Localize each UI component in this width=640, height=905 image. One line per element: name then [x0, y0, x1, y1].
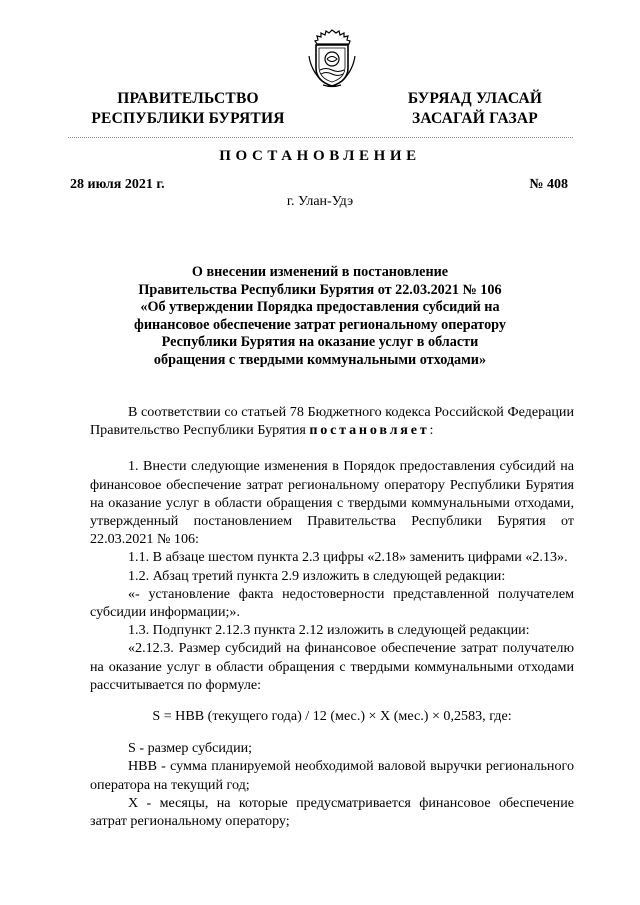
- government-name-line2: РЕСПУБЛИКИ БУРЯТИЯ: [91, 110, 285, 127]
- subject-line: Правительства Республики Бурятия от 22.03.2021 № 106: [138, 281, 502, 298]
- definition-paragraph: Х - месяцы, на которые предусматривается финансовое обеспечение затрат региональному оператору;: [90, 794, 574, 830]
- document-subject: [100, 264, 540, 369]
- body-paragraph: 1.1. В абзаце шестом пункта 2.3 цифры «2.18» заменить цифрами «2.13».: [128, 549, 568, 566]
- header-divider: [68, 137, 573, 138]
- subject-line: обращения с твердыми коммунальными отходами»: [153, 351, 487, 368]
- subject-line: Республики Бурятия на оказание услуг в области: [161, 334, 479, 350]
- government-name-buryat-line2: ЗАСАГАЙ ГАЗАР: [412, 110, 538, 127]
- government-name-line1: ПРАВИТЕЛЬСТВО: [117, 90, 259, 107]
- subject-line: финансовое обеспечение затрат региональному оператору: [134, 316, 506, 333]
- definition-paragraph: НВВ - сумма планируемой необходимой валовой выручки регионального оператора на текущий год;: [90, 758, 574, 793]
- government-name-russian: [88, 89, 288, 129]
- subject-line: О внесении изменений в постановление: [191, 264, 449, 280]
- document-body: [90, 403, 574, 830]
- government-name-buryat: [380, 89, 570, 129]
- body-paragraph: 1. Внести следующие изменения в Порядок предоставления субсидий на финансовое обеспечение затрат региональному оператору Республики Бурятия на оказание услуг в области обращения с твердыми коммунальными отходами, утвержденный постановлением Правительства Республики Бурятия от 22.03.2021 № 106:: [90, 458, 574, 548]
- intro-end: :: [429, 422, 434, 439]
- intro-text: В соответствии со статьей 78 Бюджетного кодекса Российской Федерации Правительство Республики Бурятия: [90, 404, 574, 439]
- body-paragraph: 1.3. Подпункт 2.12.3 пункта 2.12 изложить в следующей редакции:: [128, 622, 530, 639]
- subject-line: «Об утверждении Порядка предоставления субсидий на: [140, 299, 500, 315]
- intro-paragraph: [90, 403, 574, 439]
- document-number: № 408: [529, 177, 568, 192]
- document-type-title: ПОСТАНОВЛЕНИЕ: [219, 148, 421, 164]
- document-city: г. Улан-Удэ: [286, 194, 354, 209]
- body-paragraph: «- установление факта недостоверности представленной получателем субсидии информации;».: [90, 585, 574, 621]
- resolution-verb: постановляет: [309, 422, 430, 439]
- coat-of-arms-icon: [299, 26, 365, 88]
- definition-paragraph: S - размер субсидии;: [128, 740, 253, 757]
- subsidy-formula: S = НВВ (текущего года) / 12 (мес.) × Х (мес.) × 0,2583, где:: [152, 708, 512, 725]
- government-name-buryat-line1: БУРЯАД УЛАСАЙ: [407, 90, 543, 107]
- body-paragraph: 1.2. Абзац третий пункта 2.9 изложить в следующей редакции:: [128, 567, 506, 584]
- body-paragraph: «2.12.3. Размер субсидий на финансовое обеспечение затрат получателю на оказание услуг в области обращения с твердыми коммунальными отходами рассчитывается по формуле:: [90, 640, 574, 693]
- document-date: 28 июля 2021 г.: [70, 177, 165, 192]
